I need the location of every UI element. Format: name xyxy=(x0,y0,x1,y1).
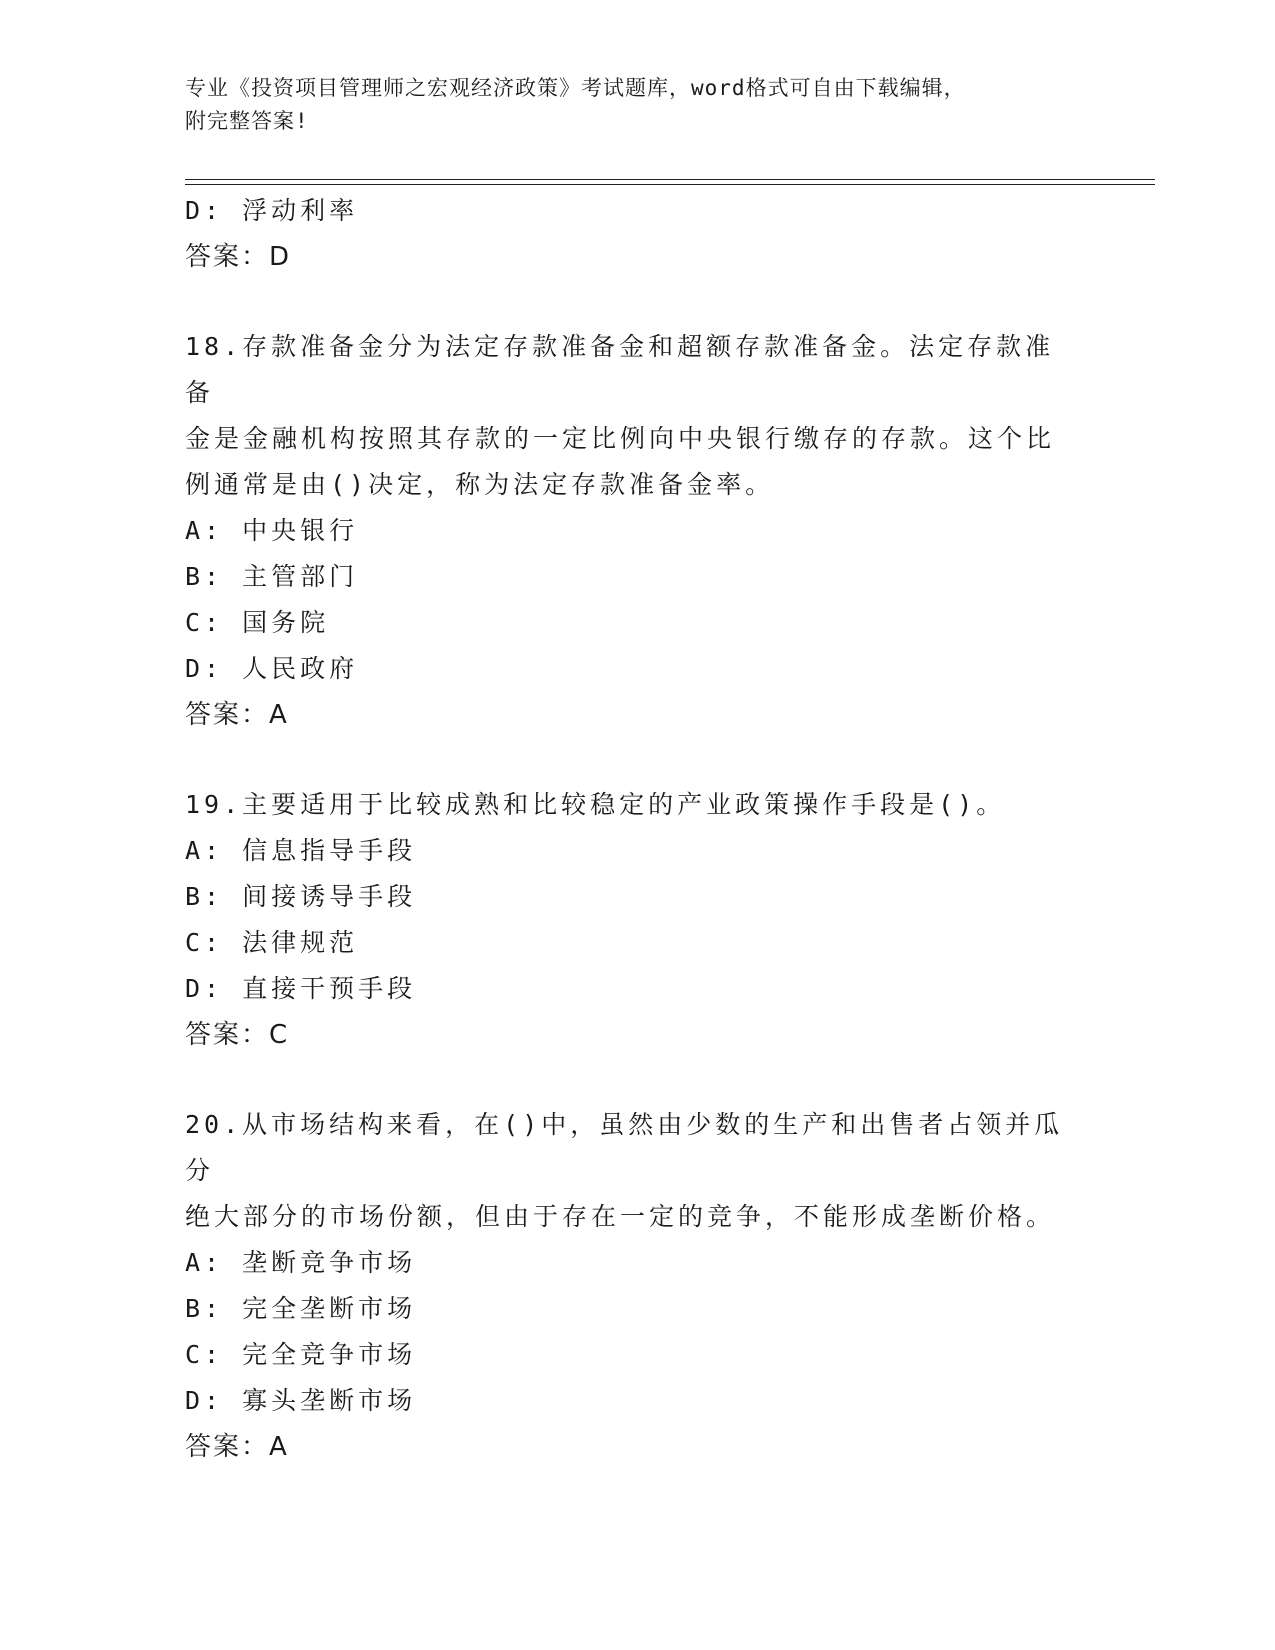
option-b: B: 完全垄断市场 xyxy=(185,1294,417,1323)
answer-line xyxy=(185,692,1065,738)
question-text-line: 20.从市场结构来看，在()中，虽然由少数的生产和出售者占领并瓜分 xyxy=(185,1110,1064,1185)
question-19 xyxy=(185,782,1065,1058)
spacer xyxy=(185,1058,1065,1102)
option-c: C: 国务院 xyxy=(185,608,330,637)
spacer xyxy=(185,738,1065,782)
answer-value: A xyxy=(269,700,287,730)
option-a: A: 信息指导手段 xyxy=(185,836,417,865)
option-d: D: 直接干预手段 xyxy=(185,974,417,1003)
question-20 xyxy=(185,1102,1065,1470)
answer-line xyxy=(185,1012,1065,1058)
option-c: C: 法律规范 xyxy=(185,928,359,957)
option-d: D: 人民政府 xyxy=(185,654,359,683)
question-18 xyxy=(185,324,1065,738)
spacer xyxy=(185,280,1065,324)
question-text-line: 绝大部分的市场份额，但由于存在一定的竞争，不能形成垄断价格。 xyxy=(185,1202,1056,1231)
option-d: D: 寡头垄断市场 xyxy=(185,1386,417,1415)
header-line-1: 专业《投资项目管理师之宏观经济政策》考试题库，word格式可自由下载编辑， xyxy=(185,76,966,100)
option-c: C: 完全竞争市场 xyxy=(185,1340,417,1369)
answer-line xyxy=(185,1424,1065,1470)
question-text-line: 金是金融机构按照其存款的一定比例向中央银行缴存的存款。这个比 xyxy=(185,424,1056,453)
question-text-line: 18.存款准备金分为法定存款准备金和超额存款准备金。法定存款准备 xyxy=(185,332,1055,407)
answer-label: 答案： xyxy=(185,700,270,730)
question-list xyxy=(185,188,1065,1470)
option-a: A: 中央银行 xyxy=(185,516,359,545)
answer-label: 答案： xyxy=(185,242,270,272)
header-divider-bottom xyxy=(185,184,1155,185)
header-divider-top xyxy=(185,179,1155,180)
option-b: B: 主管部门 xyxy=(185,562,359,591)
option-b: B: 间接诱导手段 xyxy=(185,882,417,911)
header-line-2: 附完整答案! xyxy=(185,109,309,133)
answer-label: 答案： xyxy=(185,1432,270,1462)
answer-value: A xyxy=(269,1432,287,1462)
option-d: D: 浮动利率 xyxy=(185,196,359,225)
option-a: A: 垄断竞争市场 xyxy=(185,1248,417,1277)
answer-label: 答案： xyxy=(185,1020,270,1050)
question-text-line: 例通常是由()决定，称为法定存款准备金率。 xyxy=(185,470,775,499)
document-header xyxy=(185,72,1085,138)
answer-line xyxy=(185,234,1065,280)
answer-value: C xyxy=(269,1020,288,1050)
question-text-line: 19.主要适用于比较成熟和比较稳定的产业政策操作手段是()。 xyxy=(185,790,1006,819)
answer-value: D xyxy=(269,242,290,272)
